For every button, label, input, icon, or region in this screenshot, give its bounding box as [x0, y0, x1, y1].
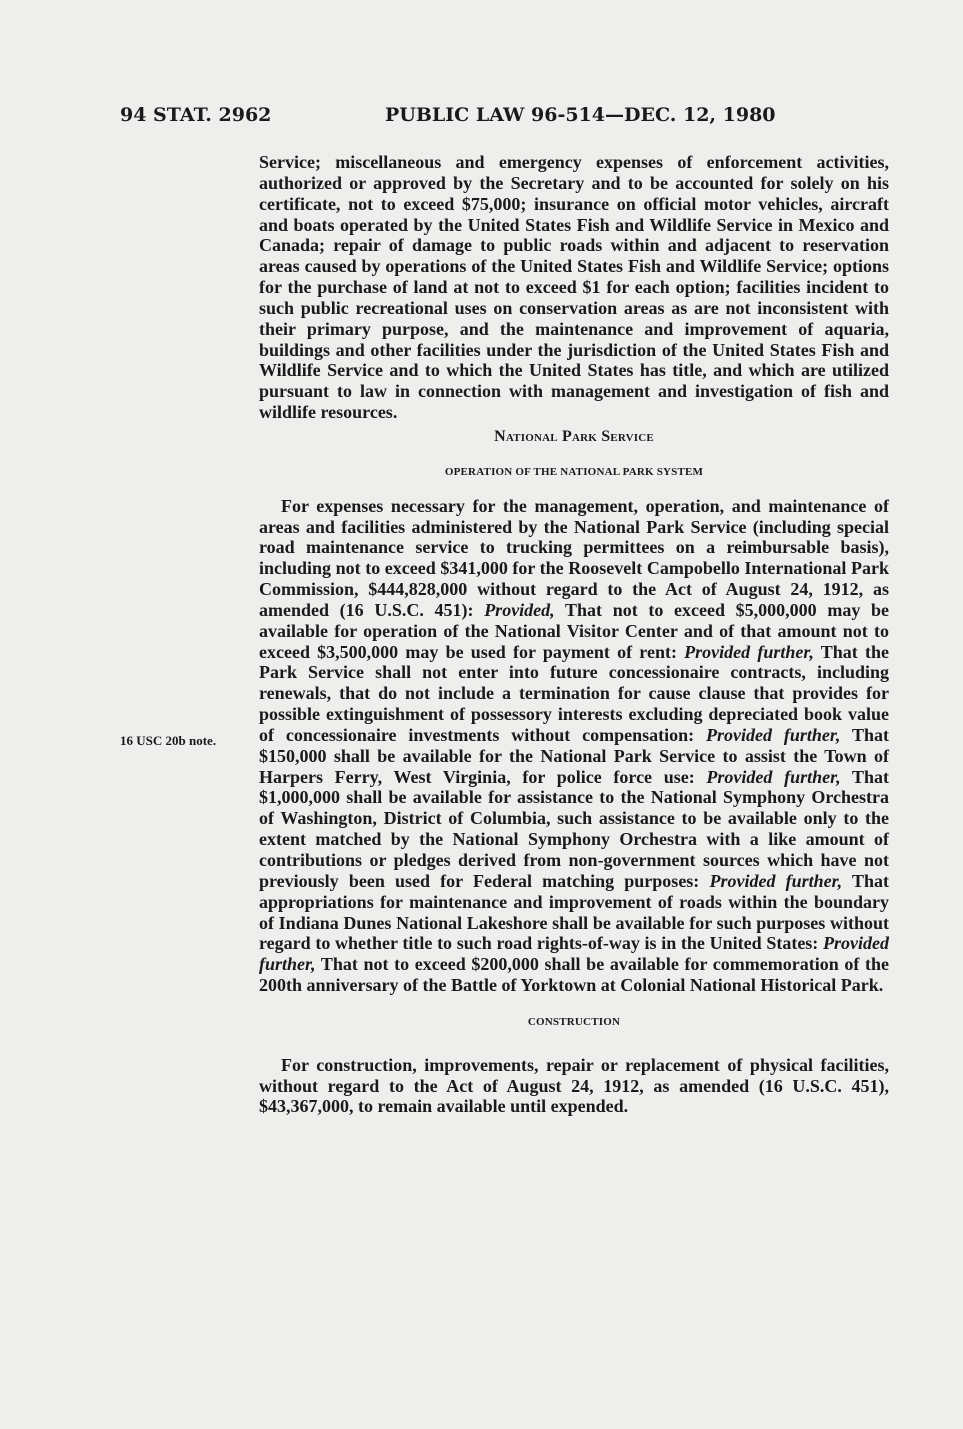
text-segment: That $1,000,000 shall be available for assistance to the National Symphony Orchestra of Washington, District of Columbia, such assistance to be available only to the extent matched by the National Symphony Orchestra with a like amount of contributions or pledges derived from non-government sources which have not previously been used for Federal matching purposes: [259, 766, 889, 891]
proviso: Provided further, [706, 766, 841, 787]
text-segment: For expenses necessary for the management, operation, and maintenance of areas and facilities administered by the National Park Service (including special road maintenance service to trucking permittees on a reimbursable basis), including not to exceed $341,000 for the Roosevelt Campobello International Park Commission, $444,828,000 without regard to the Act of August 24, 1912, as amended (16 U.S.C. 451): [259, 495, 889, 620]
paragraph-construction: For construction, improvements, repair or replacement of physical facilities, without regard to the Act of August 24, 1912, as amended (16 U.S.C. 451), $43,367,000, to remain available until expended. [259, 1054, 889, 1117]
proviso: Provided further, [709, 870, 843, 891]
proviso: Provided, [484, 599, 555, 620]
proviso: Provided further, [684, 641, 814, 662]
margin-note: 16 USC 20b note. [120, 733, 217, 748]
document-body [259, 152, 889, 1117]
heading-operation: OPERATION OF THE NATIONAL PARK SYSTEM [444, 465, 704, 478]
text-segment: That appropriations for maintenance and improvement of roads within the boundary of Indiana Dunes National Lakeshore shall be available for such purposes without regard to whether title to such road rights-of-way is in the United States: [259, 870, 889, 954]
proviso: Provided further, [706, 724, 841, 745]
paragraph-fish-wildlife: Service; miscellaneous and emergency expenses of enforcement activities, authorized or approved by the Secretary and to be accounted for solely on his certificate, not to exceed $75,000; insurance on official motor vehicles, aircraft and boats operated by the United States Fish and Wildlife Service in Mexico and Canada; repair of damage to public roads within and adjacent to reservation areas caused by operations of the United States Fish and Wildlife Service; options for the purchase of land at not to exceed $1 for each option; facilities incident to such public recreational uses on conservation areas as are not inconsistent with their primary purpose, and the maintenance and improvement of aquaria, buildings and other facilities under the jurisdiction of the United States Fish and Wildlife Service and to which the United States has title, and which are utilized pursuant to law in connection with management and investigation of fish and wildlife resources. [259, 152, 889, 423]
heading-national-park-service: National Park Service [494, 427, 654, 445]
proviso: Provided further, [259, 933, 889, 975]
heading-construction: CONSTRUCTION [527, 1015, 621, 1028]
text-segment: That $150,000 shall be available for the National Park Service to assist the Town of Harpers Ferry, West Virginia, for police force use: [259, 724, 890, 787]
text-segment: That the Park Service shall not enter into future concessionaire contracts, including renewals, that do not include a termination for cause clause that provides for possible extinguishment of possessory interests excluding depreciated book value of concessionaire investments without compensation: [259, 641, 889, 745]
paragraph-operation [259, 496, 889, 996]
text-segment: That not to exceed $5,000,000 may be available for operation of the National Visitor Center and of that amount not to exceed $3,500,000 may be used for payment of rent: [259, 599, 890, 662]
text-segment: That not to exceed $200,000 shall be available for commemoration of the 200th anniversary of the Battle of Yorktown at Colonial National Historical Park. [259, 954, 889, 996]
statute-reference: 94 STAT. 2962 [120, 104, 272, 126]
public-law-reference: PUBLIC LAW 96-514—DEC. 12, 1980 [385, 104, 776, 126]
